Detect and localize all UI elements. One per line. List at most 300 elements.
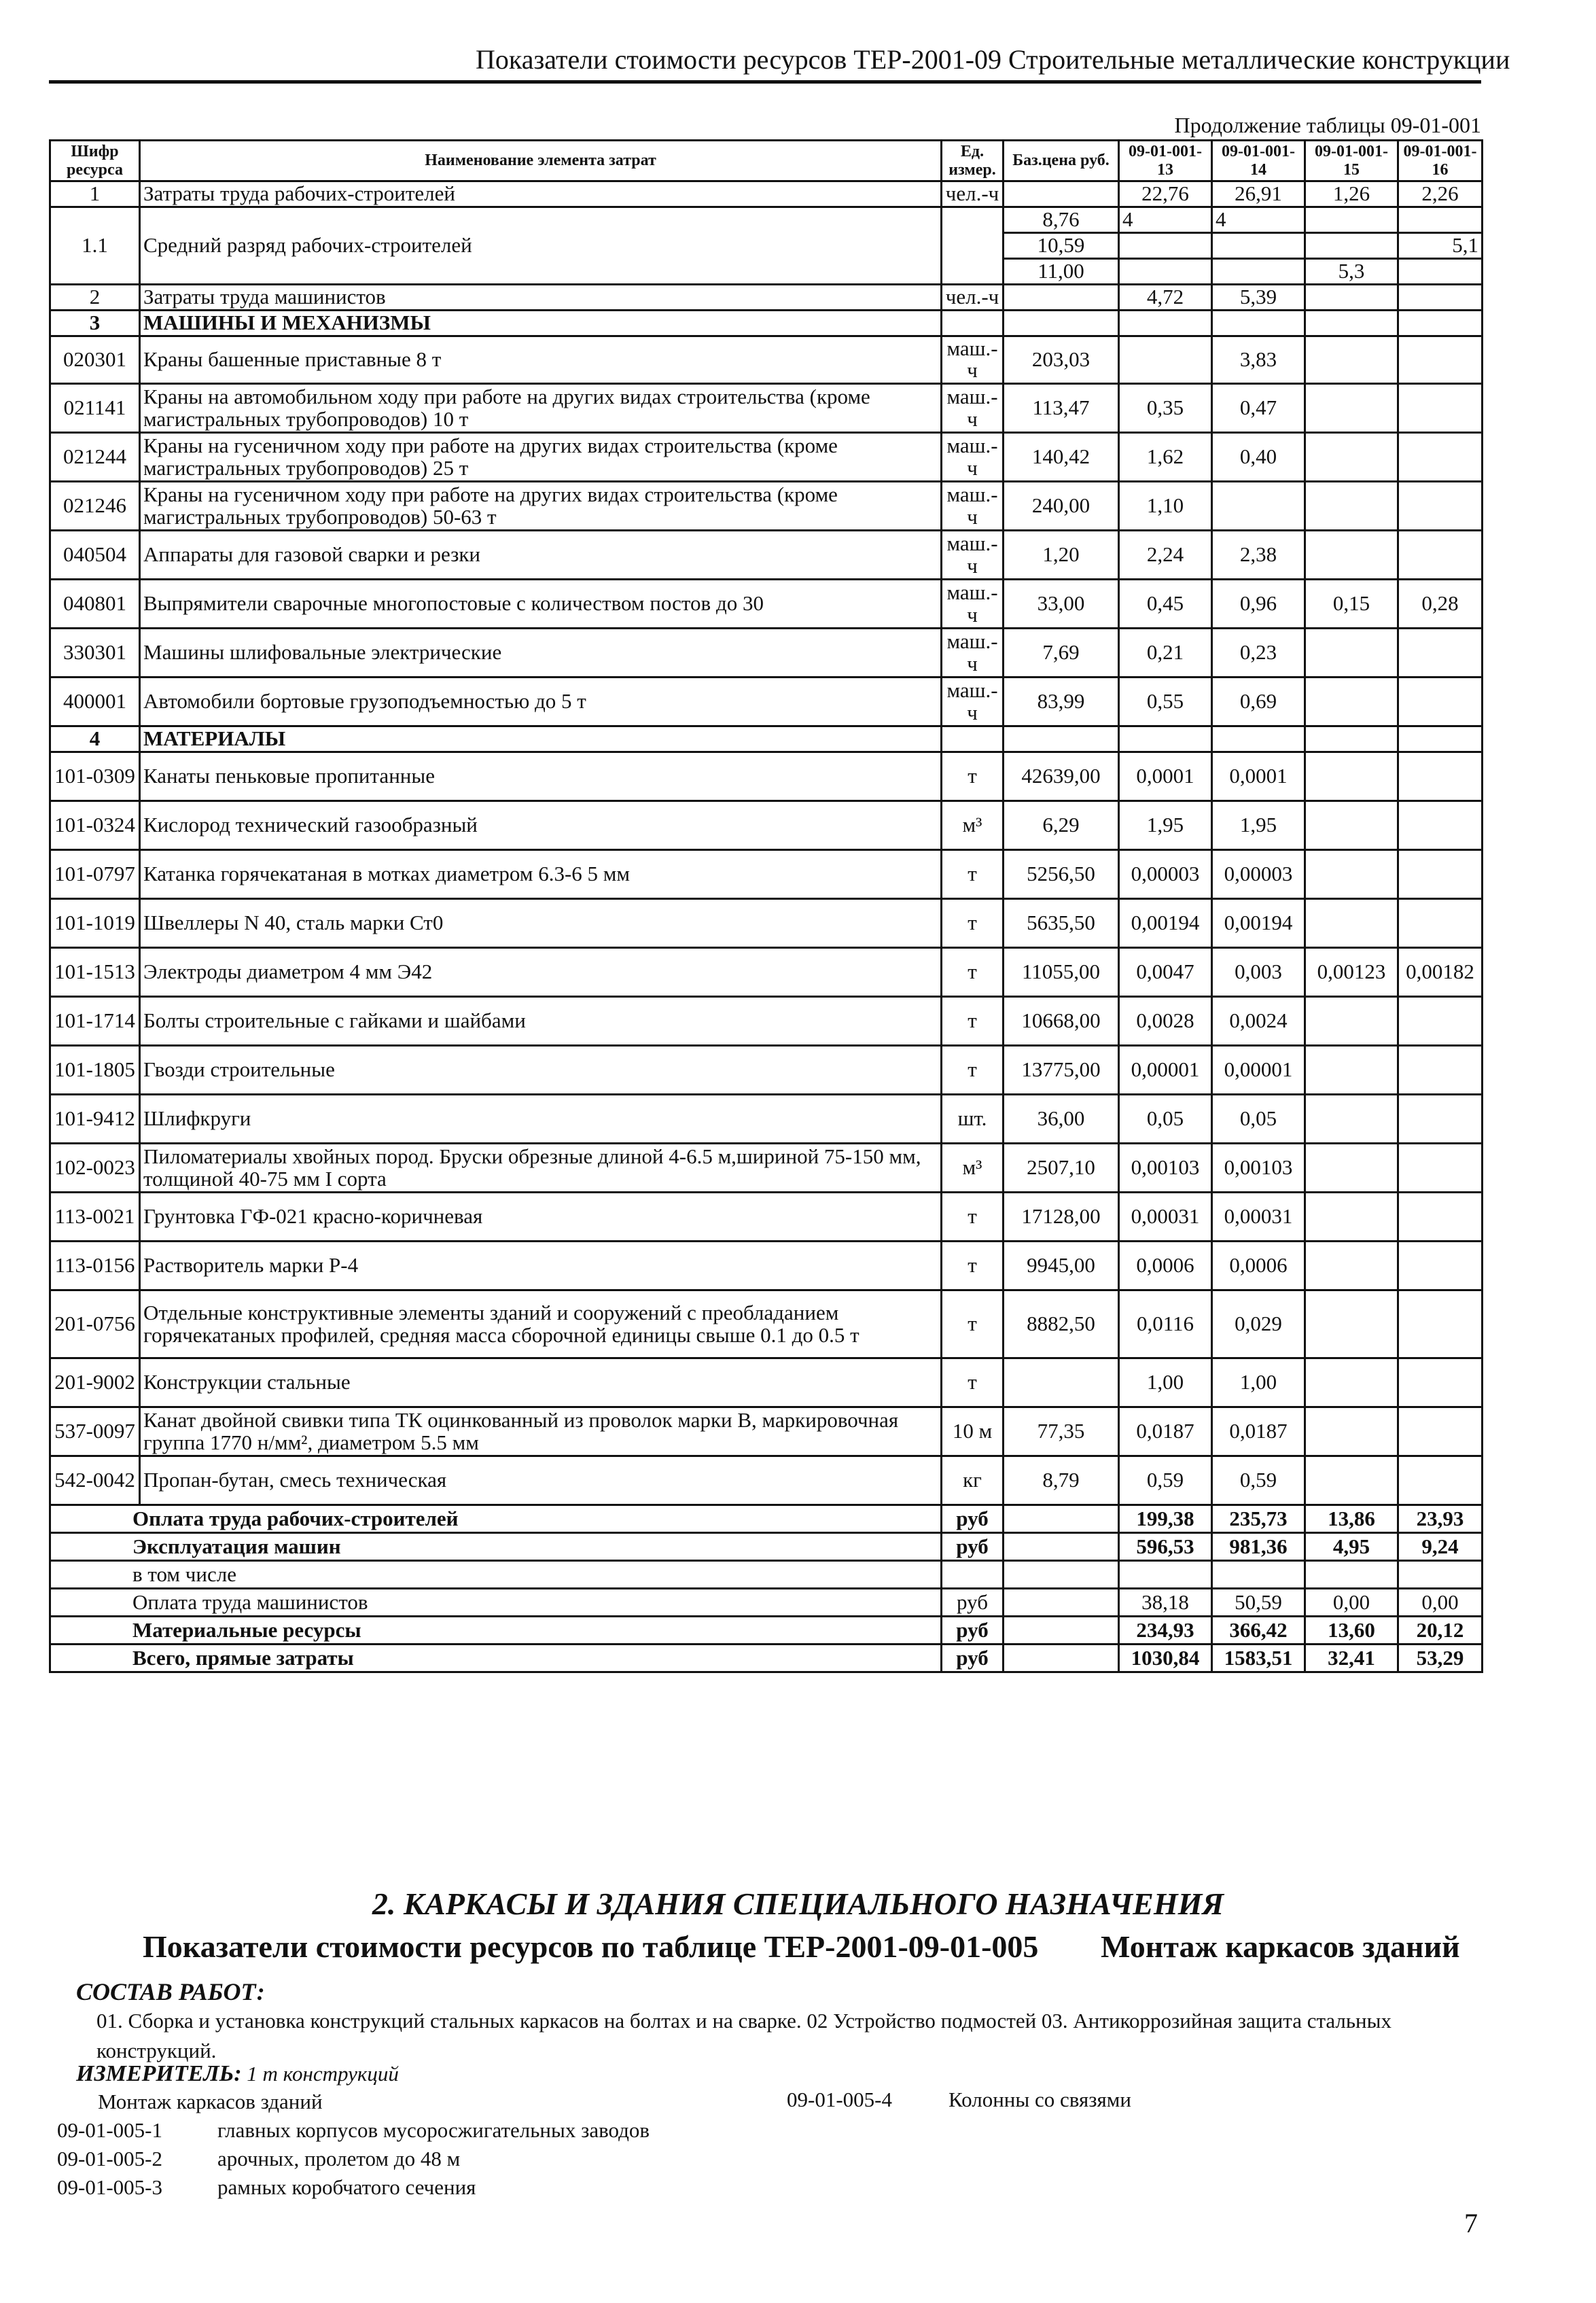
totals-row xyxy=(50,1589,1483,1617)
cell-v13: 22,76 xyxy=(1119,181,1212,207)
cell-v13 xyxy=(1119,1561,1212,1589)
cell-v14: 0,47 xyxy=(1212,384,1305,433)
cell-v15: 0,00123 xyxy=(1305,948,1398,997)
cell-v16: 2,26 xyxy=(1398,181,1483,207)
cell-code: 4 xyxy=(50,726,140,752)
cell-v15: 13,86 xyxy=(1305,1505,1398,1533)
cell-v14: 0,0187 xyxy=(1212,1407,1305,1456)
cell-v16 xyxy=(1398,629,1483,678)
cell-empty xyxy=(1212,310,1305,336)
cell-price: 10,59 xyxy=(1004,232,1119,258)
cell-price xyxy=(1004,1589,1119,1617)
cell-name: Катанка горячекатаная в мотках диаметром 6.3-6 5 мм xyxy=(140,850,942,899)
cell-name: Шлифкруги xyxy=(140,1095,942,1144)
cell-v14: 0,59 xyxy=(1212,1456,1305,1505)
cell-v13: 0,00001 xyxy=(1119,1046,1212,1095)
cell-v15 xyxy=(1305,482,1398,531)
cell-price: 10668,00 xyxy=(1004,997,1119,1046)
cell-v14 xyxy=(1212,1561,1305,1589)
cell-v14: 0,0001 xyxy=(1212,752,1305,801)
cell-v15 xyxy=(1305,1407,1398,1456)
cell-price: 36,00 xyxy=(1004,1095,1119,1144)
cell-price: 33,00 xyxy=(1004,580,1119,629)
cell-v16: 0,28 xyxy=(1398,580,1483,629)
totals-row xyxy=(50,1617,1483,1645)
cell-v14: 26,91 xyxy=(1212,181,1305,207)
cell-v16 xyxy=(1398,1095,1483,1144)
grade-row xyxy=(50,207,1483,232)
code-item xyxy=(57,2145,650,2173)
cell-price: 83,99 xyxy=(1004,678,1119,726)
cell-v14: 1,00 xyxy=(1212,1358,1305,1407)
col-header-code: Шифр ресурса xyxy=(50,141,140,181)
cell-v14: 1,95 xyxy=(1212,801,1305,850)
page-number: 7 xyxy=(1464,2208,1478,2238)
cell-v14: 0,0024 xyxy=(1212,997,1305,1046)
cell-v16 xyxy=(1398,207,1483,232)
cell-v16: 53,29 xyxy=(1398,1645,1483,1672)
section-subtitle-right: Монтаж каркасов зданий xyxy=(1101,1929,1460,1964)
cell-unit: шт. xyxy=(942,1095,1004,1144)
cell-v15 xyxy=(1305,1193,1398,1242)
material-row xyxy=(50,1358,1483,1407)
group-title: Монтаж каркасов зданий xyxy=(98,2090,323,2113)
cell-code: 2 xyxy=(50,284,140,310)
cell-v14: 0,23 xyxy=(1212,629,1305,678)
header-rule xyxy=(49,80,1481,84)
cell-v15: 32,41 xyxy=(1305,1645,1398,1672)
section-header-row xyxy=(50,310,1483,336)
cell-unit xyxy=(942,207,1004,284)
cell-v14: 0,0006 xyxy=(1212,1242,1305,1290)
cell-unit: т xyxy=(942,850,1004,899)
cell-empty xyxy=(1004,726,1119,752)
cell-unit: маш.-ч xyxy=(942,678,1004,726)
cell-unit: т xyxy=(942,1358,1004,1407)
cell-v13: 0,00194 xyxy=(1119,899,1212,948)
cell-unit: кг xyxy=(942,1456,1004,1505)
cell-v14: 0,00031 xyxy=(1212,1193,1305,1242)
cell-code: 201-9002 xyxy=(50,1358,140,1407)
cell-v13: 199,38 xyxy=(1119,1505,1212,1533)
cell-price: 42639,00 xyxy=(1004,752,1119,801)
cell-price xyxy=(1004,181,1119,207)
cell-v15 xyxy=(1305,899,1398,948)
cell-v14: 981,36 xyxy=(1212,1533,1305,1561)
works-label: СОСТАВ РАБОТ: xyxy=(76,1978,265,2005)
cell-price: 2507,10 xyxy=(1004,1144,1119,1193)
cell-v13: 596,53 xyxy=(1119,1533,1212,1561)
material-row xyxy=(50,850,1483,899)
cell-v13: 0,0047 xyxy=(1119,948,1212,997)
cell-name: Краны на гусеничном ходу при работе на других видах строительства (кроме магистральных трубопроводов) 25 т xyxy=(140,433,942,482)
material-row xyxy=(50,997,1483,1046)
material-row xyxy=(50,899,1483,948)
machine-row xyxy=(50,531,1483,580)
cell-code: 400001 xyxy=(50,678,140,726)
col-header-13: 09-01-001-13 xyxy=(1119,141,1212,181)
cell-v15 xyxy=(1305,752,1398,801)
cell-v16 xyxy=(1398,752,1483,801)
cell-price: 7,69 xyxy=(1004,629,1119,678)
cell-v16 xyxy=(1398,1407,1483,1456)
cell-v15 xyxy=(1305,1290,1398,1358)
cell-unit: чел.-ч xyxy=(942,181,1004,207)
cell-code: 542-0042 xyxy=(50,1456,140,1505)
cell-total-name: в том числе xyxy=(50,1561,942,1589)
cell-empty xyxy=(1212,726,1305,752)
table-header-row xyxy=(50,141,1483,181)
cell-unit: т xyxy=(942,948,1004,997)
cell-code: 101-1513 xyxy=(50,948,140,997)
cell-v16 xyxy=(1398,482,1483,531)
cell-code: 040801 xyxy=(50,580,140,629)
cell-code: 040504 xyxy=(50,531,140,580)
measure-value: 1 т конструкций xyxy=(247,2062,399,2086)
cell-v14: 0,00103 xyxy=(1212,1144,1305,1193)
cell-v16: 9,24 xyxy=(1398,1533,1483,1561)
section-header-machines: МАШИНЫ И МЕХАНИЗМЫ xyxy=(140,310,942,336)
cell-v15 xyxy=(1305,629,1398,678)
cell-empty xyxy=(1119,726,1212,752)
works-text: 01. Сборка и установка конструкций стальных каркасов на болтах и на сварке. 02 Устройство подмостей 03. Антикоррозийная защита стальных конструкций. xyxy=(96,2009,1391,2063)
cell-v13: 0,00103 xyxy=(1119,1144,1212,1193)
cell-code: 1 xyxy=(50,181,140,207)
material-row xyxy=(50,1290,1483,1358)
cell-empty xyxy=(942,726,1004,752)
cell-v16 xyxy=(1398,997,1483,1046)
cell-v15 xyxy=(1305,1358,1398,1407)
cell-v16: 23,93 xyxy=(1398,1505,1483,1533)
material-row xyxy=(50,1144,1483,1193)
cell-unit: руб xyxy=(942,1589,1004,1617)
cell-v13: 0,0001 xyxy=(1119,752,1212,801)
cell-name: Кислород технический газообразный xyxy=(140,801,942,850)
material-row xyxy=(50,1095,1483,1144)
material-row xyxy=(50,752,1483,801)
cell-v14: 0,00001 xyxy=(1212,1046,1305,1095)
cell-v13: 1030,84 xyxy=(1119,1645,1212,1672)
cell-v13: 38,18 xyxy=(1119,1589,1212,1617)
cell-v16 xyxy=(1398,531,1483,580)
cell-name: Выпрямители сварочные многопостовые с количеством постов до 30 xyxy=(140,580,942,629)
cell-v16 xyxy=(1398,1561,1483,1589)
cell-unit: маш.-ч xyxy=(942,336,1004,384)
cell-name: Затраты труда рабочих-строителей xyxy=(140,181,942,207)
section-header-row xyxy=(50,726,1483,752)
machine-row xyxy=(50,580,1483,629)
cell-unit: т xyxy=(942,1242,1004,1290)
cell-v16 xyxy=(1398,1290,1483,1358)
cell-price: 240,00 xyxy=(1004,482,1119,531)
measure-label: ИЗМЕРИТЕЛЬ: xyxy=(76,2061,242,2086)
cell-price: 11,00 xyxy=(1004,258,1119,284)
cell-price xyxy=(1004,1533,1119,1561)
cell-v14: 0,029 xyxy=(1212,1290,1305,1358)
cell-name: Затраты труда машинистов xyxy=(140,284,942,310)
cell-v13: 1,95 xyxy=(1119,801,1212,850)
cell-name: Пиломатериалы хвойных пород. Бруски обрезные длиной 4-6.5 м,шириной 75-150 мм, толщиной 40-75 мм I сорта xyxy=(140,1144,942,1193)
cell-v14 xyxy=(1212,232,1305,258)
cell-v13: 4 xyxy=(1119,207,1212,232)
cell-v15 xyxy=(1305,1242,1398,1290)
cell-unit xyxy=(942,1561,1004,1589)
cell-v13: 0,59 xyxy=(1119,1456,1212,1505)
cell-v15 xyxy=(1305,801,1398,850)
cell-v14 xyxy=(1212,482,1305,531)
cell-v16 xyxy=(1398,1193,1483,1242)
col-header-16: 09-01-001-16 xyxy=(1398,141,1483,181)
cell-v14 xyxy=(1212,258,1305,284)
cell-v16: 0,00182 xyxy=(1398,948,1483,997)
cell-name: Пропан-бутан, смесь техническая xyxy=(140,1456,942,1505)
cell-v13 xyxy=(1119,258,1212,284)
cell-unit: т xyxy=(942,1290,1004,1358)
cell-unit: руб xyxy=(942,1617,1004,1645)
cell-unit: руб xyxy=(942,1533,1004,1561)
cell-unit: маш.-ч xyxy=(942,482,1004,531)
cell-empty xyxy=(1119,310,1212,336)
cell-v13: 0,55 xyxy=(1119,678,1212,726)
cell-v16 xyxy=(1398,433,1483,482)
cell-empty xyxy=(1305,310,1398,336)
cell-code: 021246 xyxy=(50,482,140,531)
table-continuation-label: Продолжение таблицы 09-01-001 xyxy=(1174,113,1481,137)
cell-v13: 0,00031 xyxy=(1119,1193,1212,1242)
cell-v14: 2,38 xyxy=(1212,531,1305,580)
cell-total-name: Эксплуатация машин xyxy=(50,1533,942,1561)
cell-v13: 0,05 xyxy=(1119,1095,1212,1144)
cell-v15 xyxy=(1305,678,1398,726)
cell-name: Грунтовка ГФ-021 красно-коричневая xyxy=(140,1193,942,1242)
machine-row xyxy=(50,482,1483,531)
cell-price xyxy=(1004,1505,1119,1533)
cell-v15 xyxy=(1305,433,1398,482)
col-header-unit: Ед. измер. xyxy=(942,141,1004,181)
cell-name: Канаты пеньковые пропитанные xyxy=(140,752,942,801)
labor-row xyxy=(50,181,1483,207)
cell-unit: чел.-ч xyxy=(942,284,1004,310)
cell-code: 1.1 xyxy=(50,207,140,284)
cell-v15: 1,26 xyxy=(1305,181,1398,207)
cell-v16 xyxy=(1398,1456,1483,1505)
code-item-text: главных корпусов мусоросжигательных заводов xyxy=(217,2118,650,2143)
section-subtitle: Показатели стоимости ресурсов по таблице ТЕР-2001-09-01-005 xyxy=(143,1929,1039,1964)
cell-price: 8,79 xyxy=(1004,1456,1119,1505)
cell-v15: 5,3 xyxy=(1305,258,1398,284)
cell-name: Канат двойной свивки типа ТК оцинкованный из проволок марки В, маркировочная группа 1770 н/мм², диаметром 5.5 мм xyxy=(140,1407,942,1456)
cell-v13: 0,0116 xyxy=(1119,1290,1212,1358)
cell-v16 xyxy=(1398,1046,1483,1095)
cell-v13: 0,35 xyxy=(1119,384,1212,433)
cell-v13: 0,45 xyxy=(1119,580,1212,629)
cell-unit: маш.-ч xyxy=(942,531,1004,580)
cell-v15 xyxy=(1305,1144,1398,1193)
cell-v14: 366,42 xyxy=(1212,1617,1305,1645)
cell-v15 xyxy=(1305,384,1398,433)
measure-line xyxy=(76,2061,399,2087)
cell-v16 xyxy=(1398,801,1483,850)
cell-v13 xyxy=(1119,336,1212,384)
machine-row xyxy=(50,678,1483,726)
cell-price: 6,29 xyxy=(1004,801,1119,850)
machine-row xyxy=(50,384,1483,433)
cell-v14: 3,83 xyxy=(1212,336,1305,384)
cell-total-name: Оплата труда рабочих-строителей xyxy=(50,1505,942,1533)
cell-price: 5256,50 xyxy=(1004,850,1119,899)
cell-v14: 0,05 xyxy=(1212,1095,1305,1144)
code-item-text: рамных коробчатого сечения xyxy=(217,2175,476,2200)
cell-v13: 4,72 xyxy=(1119,284,1212,310)
cell-v15 xyxy=(1305,1046,1398,1095)
cell-price xyxy=(1004,1561,1119,1589)
cell-v13: 1,00 xyxy=(1119,1358,1212,1407)
cell-price: 77,35 xyxy=(1004,1407,1119,1456)
material-row xyxy=(50,1242,1483,1290)
cell-price xyxy=(1004,1645,1119,1672)
cell-v14: 0,96 xyxy=(1212,580,1305,629)
cell-name: Краны на гусеничном ходу при работе на других видах строительства (кроме магистральных трубопроводов) 50-63 т xyxy=(140,482,942,531)
cell-code: 113-0021 xyxy=(50,1193,140,1242)
cell-price: 203,03 xyxy=(1004,336,1119,384)
cell-code: 101-0797 xyxy=(50,850,140,899)
cell-empty xyxy=(1398,310,1483,336)
cell-code: 113-0156 xyxy=(50,1242,140,1290)
cell-total-name: Материальные ресурсы xyxy=(50,1617,942,1645)
cell-v13 xyxy=(1119,232,1212,258)
cell-v16 xyxy=(1398,678,1483,726)
cell-v13: 234,93 xyxy=(1119,1617,1212,1645)
cell-name: Аппараты для газовой сварки и резки xyxy=(140,531,942,580)
cell-v15 xyxy=(1305,531,1398,580)
cell-v15 xyxy=(1305,1456,1398,1505)
cell-v14: 235,73 xyxy=(1212,1505,1305,1533)
code-item-code: 09-01-005-3 xyxy=(57,2175,162,2200)
cell-price: 8,76 xyxy=(1004,207,1119,232)
cell-empty xyxy=(1398,726,1483,752)
code-item-text: арочных, пролетом до 48 м xyxy=(217,2147,461,2171)
cell-unit: м³ xyxy=(942,801,1004,850)
cell-price xyxy=(1004,1358,1119,1407)
cell-name: Машины шлифовальные электрические xyxy=(140,629,942,678)
cell-price: 9945,00 xyxy=(1004,1242,1119,1290)
cell-v16 xyxy=(1398,1144,1483,1193)
cell-price: 11055,00 xyxy=(1004,948,1119,997)
material-row xyxy=(50,1046,1483,1095)
cell-v16 xyxy=(1398,258,1483,284)
cell-code: 201-0756 xyxy=(50,1290,140,1358)
col-header-price: Баз.цена руб. xyxy=(1004,141,1119,181)
cell-v16 xyxy=(1398,1358,1483,1407)
cell-empty xyxy=(1305,726,1398,752)
cell-unit: маш.-ч xyxy=(942,433,1004,482)
cell-v15 xyxy=(1305,997,1398,1046)
cell-name: Автомобили бортовые грузоподъемностью до 5 т xyxy=(140,678,942,726)
totals-row xyxy=(50,1561,1483,1589)
totals-row xyxy=(50,1533,1483,1561)
cell-v14: 0,00194 xyxy=(1212,899,1305,948)
cell-price xyxy=(1004,1617,1119,1645)
cell-v15: 13,60 xyxy=(1305,1617,1398,1645)
cell-v13: 2,24 xyxy=(1119,531,1212,580)
cell-v16 xyxy=(1398,1242,1483,1290)
code-item xyxy=(57,2173,650,2202)
cell-unit: маш.-ч xyxy=(942,580,1004,629)
cell-code: 102-0023 xyxy=(50,1144,140,1193)
cell-price: 8882,50 xyxy=(1004,1290,1119,1358)
cell-unit: т xyxy=(942,1193,1004,1242)
page-header: Показатели стоимости ресурсов ТЕР-2001-09 Строительные металлические конструкции xyxy=(476,44,1510,75)
cell-v16: 0,00 xyxy=(1398,1589,1483,1617)
cell-v15 xyxy=(1305,1095,1398,1144)
cell-v13: 1,10 xyxy=(1119,482,1212,531)
cell-price: 1,20 xyxy=(1004,531,1119,580)
material-row xyxy=(50,801,1483,850)
cell-price: 140,42 xyxy=(1004,433,1119,482)
cell-name: Болты строительные с гайками и шайбами xyxy=(140,997,942,1046)
cell-name: Конструкции стальные xyxy=(140,1358,942,1407)
totals-row xyxy=(50,1505,1483,1533)
cell-v16 xyxy=(1398,899,1483,948)
code-item-code: 09-01-005-1 xyxy=(57,2118,162,2143)
cell-v16 xyxy=(1398,850,1483,899)
code-item-text: Колонны со связями xyxy=(948,2088,1131,2111)
cell-v15: 4,95 xyxy=(1305,1533,1398,1561)
cell-v14: 0,00003 xyxy=(1212,850,1305,899)
cell-v14: 0,40 xyxy=(1212,433,1305,482)
cell-unit: маш.-ч xyxy=(942,629,1004,678)
cell-price: 13775,00 xyxy=(1004,1046,1119,1095)
cell-code: 3 xyxy=(50,310,140,336)
cell-v14: 0,003 xyxy=(1212,948,1305,997)
cell-unit: руб xyxy=(942,1645,1004,1672)
cell-unit: т xyxy=(942,899,1004,948)
cell-v15: 0,00 xyxy=(1305,1589,1398,1617)
cell-v13: 0,21 xyxy=(1119,629,1212,678)
section-header-materials: МАТЕРИАЛЫ xyxy=(140,726,942,752)
cell-code: 101-1714 xyxy=(50,997,140,1046)
cell-v16 xyxy=(1398,384,1483,433)
cell-v14: 5,39 xyxy=(1212,284,1305,310)
cell-v15 xyxy=(1305,232,1398,258)
cell-name: Швеллеры N 40, сталь марки Ст0 xyxy=(140,899,942,948)
cell-empty xyxy=(1004,310,1119,336)
cell-v16: 5,1 xyxy=(1398,232,1483,258)
cell-unit: руб xyxy=(942,1505,1004,1533)
cell-name: Средний разряд рабочих-строителей xyxy=(140,207,942,284)
cell-price xyxy=(1004,284,1119,310)
cell-price: 5635,50 xyxy=(1004,899,1119,948)
cell-v14: 50,59 xyxy=(1212,1589,1305,1617)
cell-v14: 0,69 xyxy=(1212,678,1305,726)
cell-name: Гвозди строительные xyxy=(140,1046,942,1095)
cell-code: 021244 xyxy=(50,433,140,482)
code-item-4 xyxy=(787,2088,1131,2112)
machine-row xyxy=(50,433,1483,482)
cell-name: Отдельные конструктивные элементы зданий и сооружений с преобладанием горячекатаных профилей, средняя масса сборочной единицы свыше 0.1 до 0.5 т xyxy=(140,1290,942,1358)
cell-v13: 0,00003 xyxy=(1119,850,1212,899)
cell-v13: 1,62 xyxy=(1119,433,1212,482)
code-list xyxy=(57,2088,650,2202)
cell-name: Растворитель марки Р-4 xyxy=(140,1242,942,1290)
cell-v13: 0,0187 xyxy=(1119,1407,1212,1456)
code-item xyxy=(57,2116,650,2145)
cell-name: Краны башенные приставные 8 т xyxy=(140,336,942,384)
totals-row xyxy=(50,1645,1483,1672)
cell-v16: 20,12 xyxy=(1398,1617,1483,1645)
cell-code: 020301 xyxy=(50,336,140,384)
cell-code: 101-9412 xyxy=(50,1095,140,1144)
